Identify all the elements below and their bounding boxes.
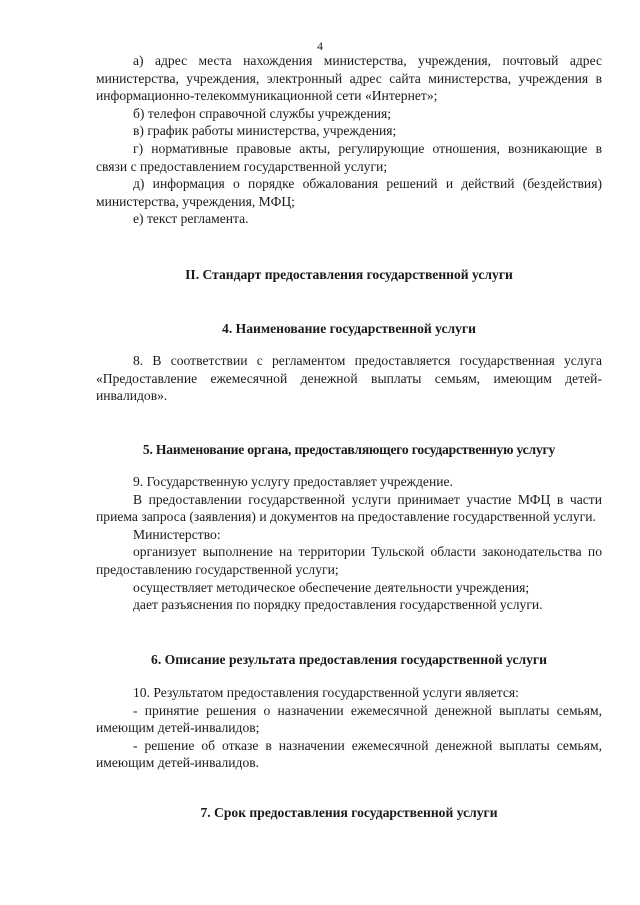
paragraph: 9. Государственную услугу предоставляет учреждение. <box>133 474 453 489</box>
paragraph: - принятие решения о назначении ежемесячной денежной выплаты семьям, имеющим детей-инвалидов; <box>96 702 602 736</box>
list-item: е) текст регламента. <box>133 211 249 227</box>
subsection-heading: 5. Наименование органа, предоставляющего государственную услугу <box>142 442 556 457</box>
subsection-heading: 6. Описание результата предоставления государственной услуги <box>151 652 547 667</box>
list-item: д) информация о порядке обжалования решений и действий (бездействия) министерства, учреждения, МФЦ; <box>96 176 602 209</box>
info-list <box>96 52 602 228</box>
subsection-heading: 4. Наименование государственной услуги <box>222 321 476 336</box>
list-item: а) адрес места нахождения министерства, учреждения, почтовый адрес министерства, учреждения, электронный адрес сайта министерства, учреждения в информационно-телекоммуникационной сети «Интернет»; <box>96 53 602 104</box>
subsection-heading: 7. Срок предоставления государственной услуги <box>200 805 498 820</box>
paragraph: Министерство: <box>133 526 221 542</box>
paragraph: дает разъяснения по порядку предоставления государственной услуги. <box>133 597 543 613</box>
paragraph: - решение об отказе в назначении ежемесячной денежной выплаты семьям, имеющим детей-инвалидов. <box>96 737 602 771</box>
paragraph: 10. Результатом предоставления государственной услуги является: <box>133 685 519 700</box>
section-heading: II. Стандарт предоставления государственной услуги <box>185 267 513 282</box>
section-6-body <box>96 684 602 772</box>
section-5-body <box>96 473 602 614</box>
paragraph: В предоставлении государственной услуги принимает участие МФЦ в части приема запроса (заявления) и документов на предоставление государственной услуги. <box>96 491 602 525</box>
paragraph-8 <box>96 352 602 405</box>
list-item: в) график работы министерства, учреждения; <box>133 123 397 139</box>
list-item: г) нормативные правовые акты, регулирующие отношения, возникающие в связи с предоставлением государственной услуги; <box>96 140 602 174</box>
paragraph: осуществляет методическое обеспечение деятельности учреждения; <box>133 579 530 595</box>
list-item: б) телефон справочной службы учреждения; <box>133 105 392 121</box>
paragraph: 8. В соответствии с регламентом предоставляется государственная услуга «Предоставление ежемесячной денежной выплаты семьям, имеющим детей-инвалидов». <box>96 353 602 404</box>
page-number: 4 <box>317 39 323 53</box>
paragraph: организует выполнение на территории Тульской области законодательства по предоставлению государственной услуги; <box>96 544 602 577</box>
